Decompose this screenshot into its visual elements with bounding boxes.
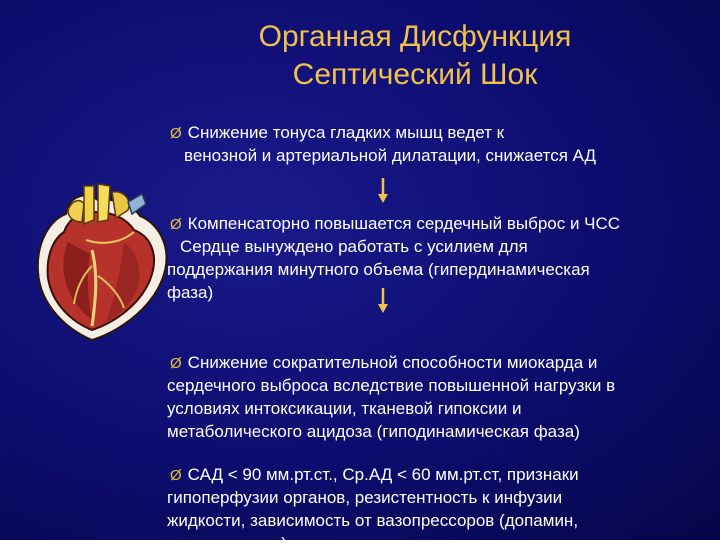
bullet-text: САД < 90 мм.рт.ст., Ср.АД < 60 мм.рт.ст, признаки bbox=[187, 465, 579, 484]
bullet-arrow-icon: Ø bbox=[170, 467, 182, 484]
bullet-text-line: норадреналин) bbox=[167, 534, 287, 553]
slide-title-line2: Септический Шок bbox=[292, 58, 538, 91]
bullet-item-3 bbox=[170, 352, 597, 375]
bullet-item-1 bbox=[170, 122, 504, 145]
bullet-text-line: гипоперфузии органов, резистентность к инфузии bbox=[167, 488, 563, 507]
arrow-down-icon bbox=[376, 288, 390, 314]
bullet-text-line: условиях интоксикации, тканевой гипоксии и bbox=[167, 399, 522, 418]
bullet-text-line: фаза) bbox=[167, 283, 214, 302]
heart-illustration bbox=[28, 180, 178, 345]
bullet-item-4 bbox=[170, 464, 579, 487]
bullet-text-line: венозной и артериальной дилатации, снижается АД bbox=[184, 146, 597, 165]
bullet-text-line: жидкости, зависимость от вазопрессоров (допамин, bbox=[167, 511, 579, 530]
bullet-text: Компенсаторно повышается сердечный выброс и ЧСС bbox=[187, 214, 621, 233]
bullet-arrow-icon: Ø bbox=[170, 125, 182, 142]
bullet-text: Снижение тонуса гладких мышц ведет к bbox=[187, 123, 505, 142]
bullet-text-line: сердечного выброса вследствие повышенной нагрузки в bbox=[167, 376, 616, 395]
bullet-arrow-icon: Ø bbox=[170, 355, 182, 372]
bullet-text-line: Сердце вынуждено работать с усилием для bbox=[180, 237, 528, 256]
bullet-text: Снижение сократительной способности миокарда и bbox=[187, 353, 598, 372]
bullet-item-2 bbox=[170, 213, 620, 236]
slide-title-line1: Органная Дисфункция bbox=[258, 20, 572, 53]
arrow-down-icon bbox=[376, 178, 390, 204]
bullet-arrow-icon: Ø bbox=[170, 216, 182, 233]
bullet-text-line: поддержания минутного объема (гипердинамическая bbox=[167, 260, 590, 279]
bullet-text-line: метаболического ацидоза (гиподинамическая фаза) bbox=[167, 422, 580, 441]
